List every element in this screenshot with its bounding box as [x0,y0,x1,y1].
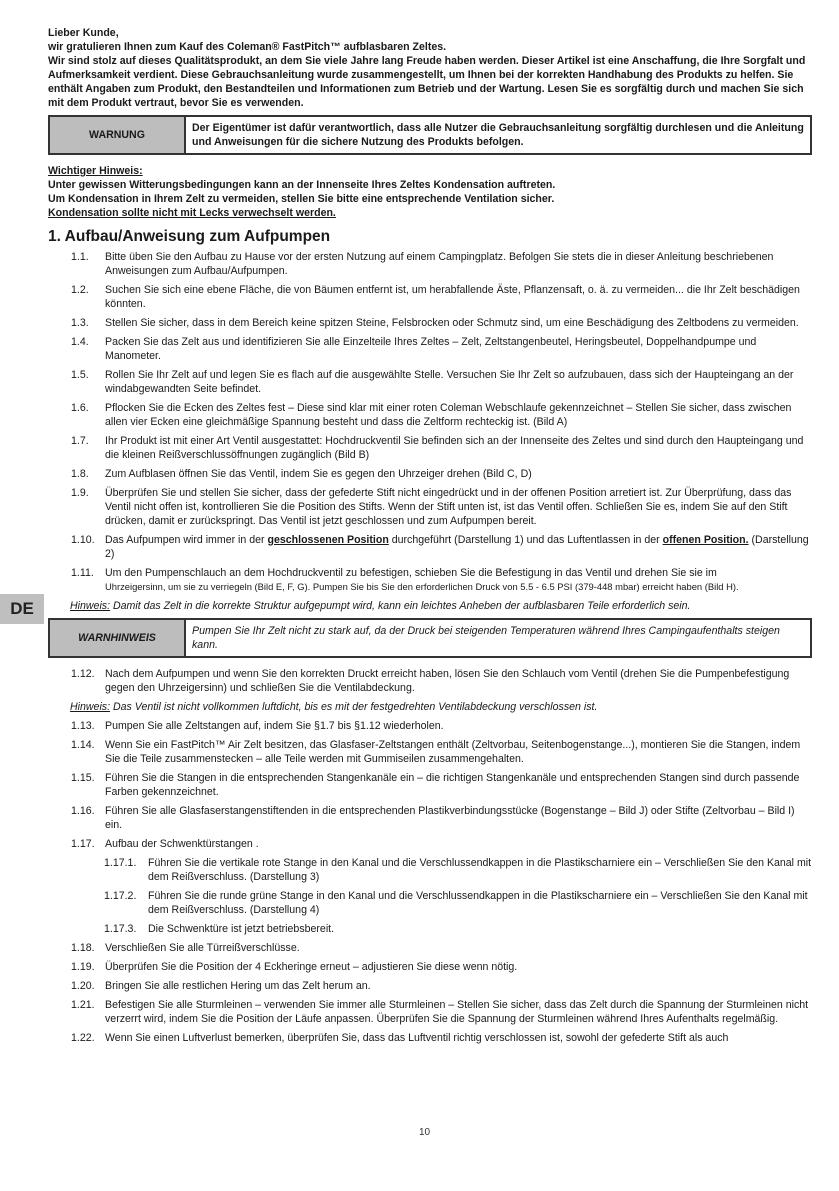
step-item [48,960,812,974]
open-position: offenen Position. [662,534,749,546]
step-number: 1.15. [71,772,95,784]
intro-congrats: wir gratulieren Ihnen zum Kauf des Coleman® FastPitch™ aufblasbaren Zeltes. [48,41,447,53]
step-text: Führen Sie die vertikale rote Stange in den Kanal und die Verschlussendkappen in die Plastikscharniere ein – Verschließen Sie den Kanal mit dem Reißverschluss. (Darstellung 3) [148,857,812,883]
step-number: 1.11. [71,567,94,579]
step-text: Stellen Sie sicher, dass in dem Bereich keine spitzen Steine, Felsbrocken oder Schmutz sind, um eine Beschädigung des Zeltbodens zu vermeiden. [105,317,799,329]
step-number: 1.1. [71,251,89,263]
step-text: Um den Pumpenschlauch an dem Hochdruckventil zu befestigen, schieben Sie die Befestigung in das Ventil und drehen Sie sie im Uhrzeigersinn, um sie zu verriegeln (Bild E, F, G). Pumpen Sie bis Sie den erforderlichen Druck von 5.5 - 6.5 PSI (379-448 mbar) erreicht haben (Bild H). [105,567,739,592]
substep-item [48,889,812,917]
language-tab: DE [0,594,44,624]
intro-greeting: Lieber Kunde, [48,27,119,39]
step-item [48,1031,812,1045]
important-hint [48,164,812,220]
step-text: Ihr Produkt ist mit einer Art Ventil ausgestattet: Hochdruckventil Sie befinden sich an der Innenseite des Zeltes und sind durch den Haupteingang und die kleinen Reißverschlussöffnungen zugänglich (Bild B) [105,435,804,461]
step-number: 1.18. [71,942,95,954]
warnhint-text: Pumpen Sie Ihr Zelt nicht zu stark auf, da der Druck bei steigenden Temperaturen während Ihres Campingaufenthalts steigen kann. [192,625,780,651]
warnhint-label: WARNHINWEIS [50,620,186,656]
step-text: Pumpen Sie alle Zeltstangen auf, indem Sie §1.7 bis §1.12 wiederholen. [105,720,444,732]
step-text: Das Aufpumpen wird immer in der geschlossenen Position durchgeführt (Darstellung 1) und das Luftentlassen in der offenen Position. (Darstellung 2) [105,534,809,560]
step-text: Wenn Sie ein FastPitch™ Air Zelt besitzen, das Glasfaser-Zeltstangen enthält (Zeltvorbau, Seitenbogenstange...), montieren Sie die Stangen, indem Sie die Teile zusammenstecken – alle Teile werden mit Gummiseilen zusammengehalten. [105,739,801,765]
step-text: Suchen Sie sich eine ebene Fläche, die von Bäumen entfernt ist, um herabfallende Äste, Pflanzensaft, o. ä. zu vermeiden... die Ihr Zelt beschädigen könnten. [105,284,800,310]
step-item [48,719,812,733]
step-item [48,533,812,561]
step-item [48,486,812,528]
hint-line: Unter gewissen Witterungsbedingungen kann an der Innenseite Ihres Zeltes Kondensation auftreten. [48,179,556,191]
step-number: 1.17.3. [104,923,137,935]
step-item [48,335,812,363]
warning-box [48,115,812,155]
step-text: Befestigen Sie alle Sturmleinen – verwenden Sie immer alle Sturmleinen – Stellen Sie sicher, dass das Zelt durch die Spannung der Sturmleinen nicht verzerrt wird, indem Sie die Position der Läufe anpassen. Überprüfen Sie die Spannung der Sturmleinen während Ihres Aufenthalts regelmäßig. [105,999,809,1025]
step-number: 1.12. [71,668,95,680]
step-number: 1.16. [71,805,95,817]
step-text: Zum Aufblasen öffnen Sie das Ventil, indem Sie es gegen den Uhrzeiger drehen (Bild C, D) [105,468,532,480]
step-text: Die Schwenktüre ist jetzt betriebsbereit. [148,923,335,935]
step-number: 1.21. [71,999,95,1011]
step-item [48,667,812,695]
step-number: 1.6. [71,402,89,414]
step-text: Wenn Sie einen Luftverlust bemerken, überprüfen Sie, dass das Luftventil richtig verschlossen ist, sowohl der gefederte Stift als auch [105,1032,729,1044]
step-item [48,771,812,799]
step-item [48,941,812,955]
step-number: 1.14. [71,739,95,751]
step-text: Aufbau der Schwenktürstangen . [105,838,259,850]
warning-text: Der Eigentümer ist dafür verantwortlich, dass alle Nutzer die Gebrauchsanleitung sorgfältig durchlesen und die Anleitung und Anweisungen für die sichere Nutzung des Produkts befolgen. [192,122,804,148]
note-hint: Hinweis: Damit das Zelt in die korrekte Struktur aufgepumpt wird, kann ein leichtes Anheben der aufblasbaren Teile erforderlich sein. [70,600,691,612]
step-item [48,283,812,311]
step-text: Rollen Sie Ihr Zelt auf und legen Sie es flach auf die ausgewählte Stelle. Versuchen Sie Ihr Zelt so aufzubauen, dass sich der Haupteingang an der windabgewandten Seite befindet. [105,369,794,395]
step-number: 1.19. [71,961,95,973]
steps-list-b [48,719,812,851]
step-item [48,316,812,330]
step-item [48,250,812,278]
step-item [48,434,812,462]
step-number: 1.17. [71,838,95,850]
substep-item [48,922,812,936]
step-item [48,401,812,429]
hint-underlined: Kondensation sollte nicht mit Lecks verwechselt werden. [48,207,336,219]
step-item [48,467,812,481]
substep-item [48,856,812,884]
instruction-page [48,26,812,1050]
steps-list-c [48,941,812,1045]
step-item [48,368,812,396]
step-text: Führen Sie die runde grüne Stange in den Kanal und die Verschlussendkappen in die Plastikscharniere ein – Verschließen Sie den Kanal mit dem Reißverschluss. (Darstellung 4) [148,890,808,916]
step-number: 1.7. [71,435,89,447]
intro-body: Wir sind stolz auf dieses Qualitätsprodukt, an dem Sie viele Jahre lang Freude haben werden. Dieser Artikel ist eine Anschaffung, die Ihre Sorgfalt und Aufmerksamkeit verdient. Diese Gebrauchsanleitung wurde zusammengestellt, um Ihnen bei der korrekten Handhabung des Produkts zu helfen. Sie enthält Angaben zum Produkt, den Bestandteilen und Informationen zum Betrieb und der Wartung. Lesen Sie es sorgfältig durch und machen Sie sich mit dem Produkt vertraut, bevor Sie es verwenden. [48,55,806,109]
step-text: Packen Sie das Zelt aus und identifizieren Sie alle Einzelteile Ihres Zeltes – Zelt, Zeltstangenbeutel, Heringsbeutel, Doppelhandpumpe und Manometer. [105,336,757,362]
step-text: Bitte üben Sie den Aufbau zu Hause vor der ersten Nutzung auf einem Campingplatz. Befolgen Sie stets die in dieser Anleitung beschriebenen Anweisungen zum Aufbau/Aufpumpen. [105,251,774,277]
step-number: 1.3. [71,317,89,329]
step-number: 1.17.2. [104,890,137,902]
step-text: Überprüfen Sie die Position der 4 Eckheringe erneut – adjustieren Sie diese wenn nötig. [105,961,518,973]
step-item [48,998,812,1026]
step-number: 1.17.1. [104,857,137,869]
step-text: Bringen Sie alle restlichen Hering um das Zelt herum an. [105,980,371,992]
step-text: Verschließen Sie alle Türreißverschlüsse. [105,942,300,954]
step-number: 1.10. [71,534,95,546]
substeps-list [48,856,812,936]
step-number: 1.2. [71,284,89,296]
step-text: Führen Sie alle Glasfaserstangenstiftenden in die entsprechenden Plastikverbindungsstücke (Bogenstange – Bild J) oder Stifte (Zeltvorbau – Bild I) ein. [105,805,795,831]
step-item [48,566,812,594]
warning-label: WARNUNG [50,117,186,153]
hint-title: Wichtiger Hinweis: [48,165,143,177]
step-text: Pflocken Sie die Ecken des Zeltes fest – Diese sind klar mit einer roten Coleman Webschlaufe gekennzeichnet – Stellen Sie sicher, dass zwischen allen vier Ecken eine gleichmäßige Spannung besteht und dass die Zeltform rechteckig ist. (Bild A) [105,402,792,428]
step-item [48,804,812,832]
step-item [48,837,812,851]
closed-position: geschlossenen Position [267,534,389,546]
step-number: 1.22. [71,1032,95,1044]
step-number: 1.4. [71,336,89,348]
step-number: 1.20. [71,980,95,992]
step-text: Nach dem Aufpumpen und wenn Sie den korrekten Druckt erreicht haben, lösen Sie den Schlauch vom Ventil (drehen Sie die Pumpenbefestigung gegen den Uhrzeigersinn) und schließen Sie die Ventilabdeckung. [105,668,790,694]
note-hint: Hinweis: Das Ventil ist nicht vollkommen luftdicht, bis es mit der festgedrehten Ventilabdeckung verschlossen ist. [70,701,598,713]
warnhint-box [48,618,812,658]
step-number: 1.9. [71,487,89,499]
step-item [48,979,812,993]
step-item [48,738,812,766]
step-number: 1.13. [71,720,95,732]
step-text: Führen Sie die Stangen in die entsprechenden Stangenkanäle ein – die richtigen Stangenkanäle und entsprechenden Stangen sind durch passende Farben gekennzeichnet. [105,772,800,798]
page-number: 10 [419,1127,431,1138]
hint-line: Um Kondensation in Ihrem Zelt zu vermeiden, stellen Sie bitte eine entsprechende Ventilation sicher. [48,193,555,205]
steps-list-a [48,250,812,528]
intro [48,26,812,110]
section-title: 1. Aufbau/Anweisung zum Aufpumpen [48,228,331,245]
step-number: 1.8. [71,468,89,480]
step-text: Überprüfen Sie und stellen Sie sicher, dass der gefederte Stift nicht eingedrückt und in der offenen Position arretiert ist. Zur Überprüfung, dass das Ventil nicht offen ist, kontrollieren Sie die Position des Stifts. Wenn der Stift unten ist, ist das Ventil offen. Schließen Sie es, indem Sie auf den Stift drücken, damit er zurückspringt. Das Ventil ist jetzt geschlossen und zum Aufpumpen bereit. [105,487,792,527]
step-number: 1.5. [71,369,89,381]
